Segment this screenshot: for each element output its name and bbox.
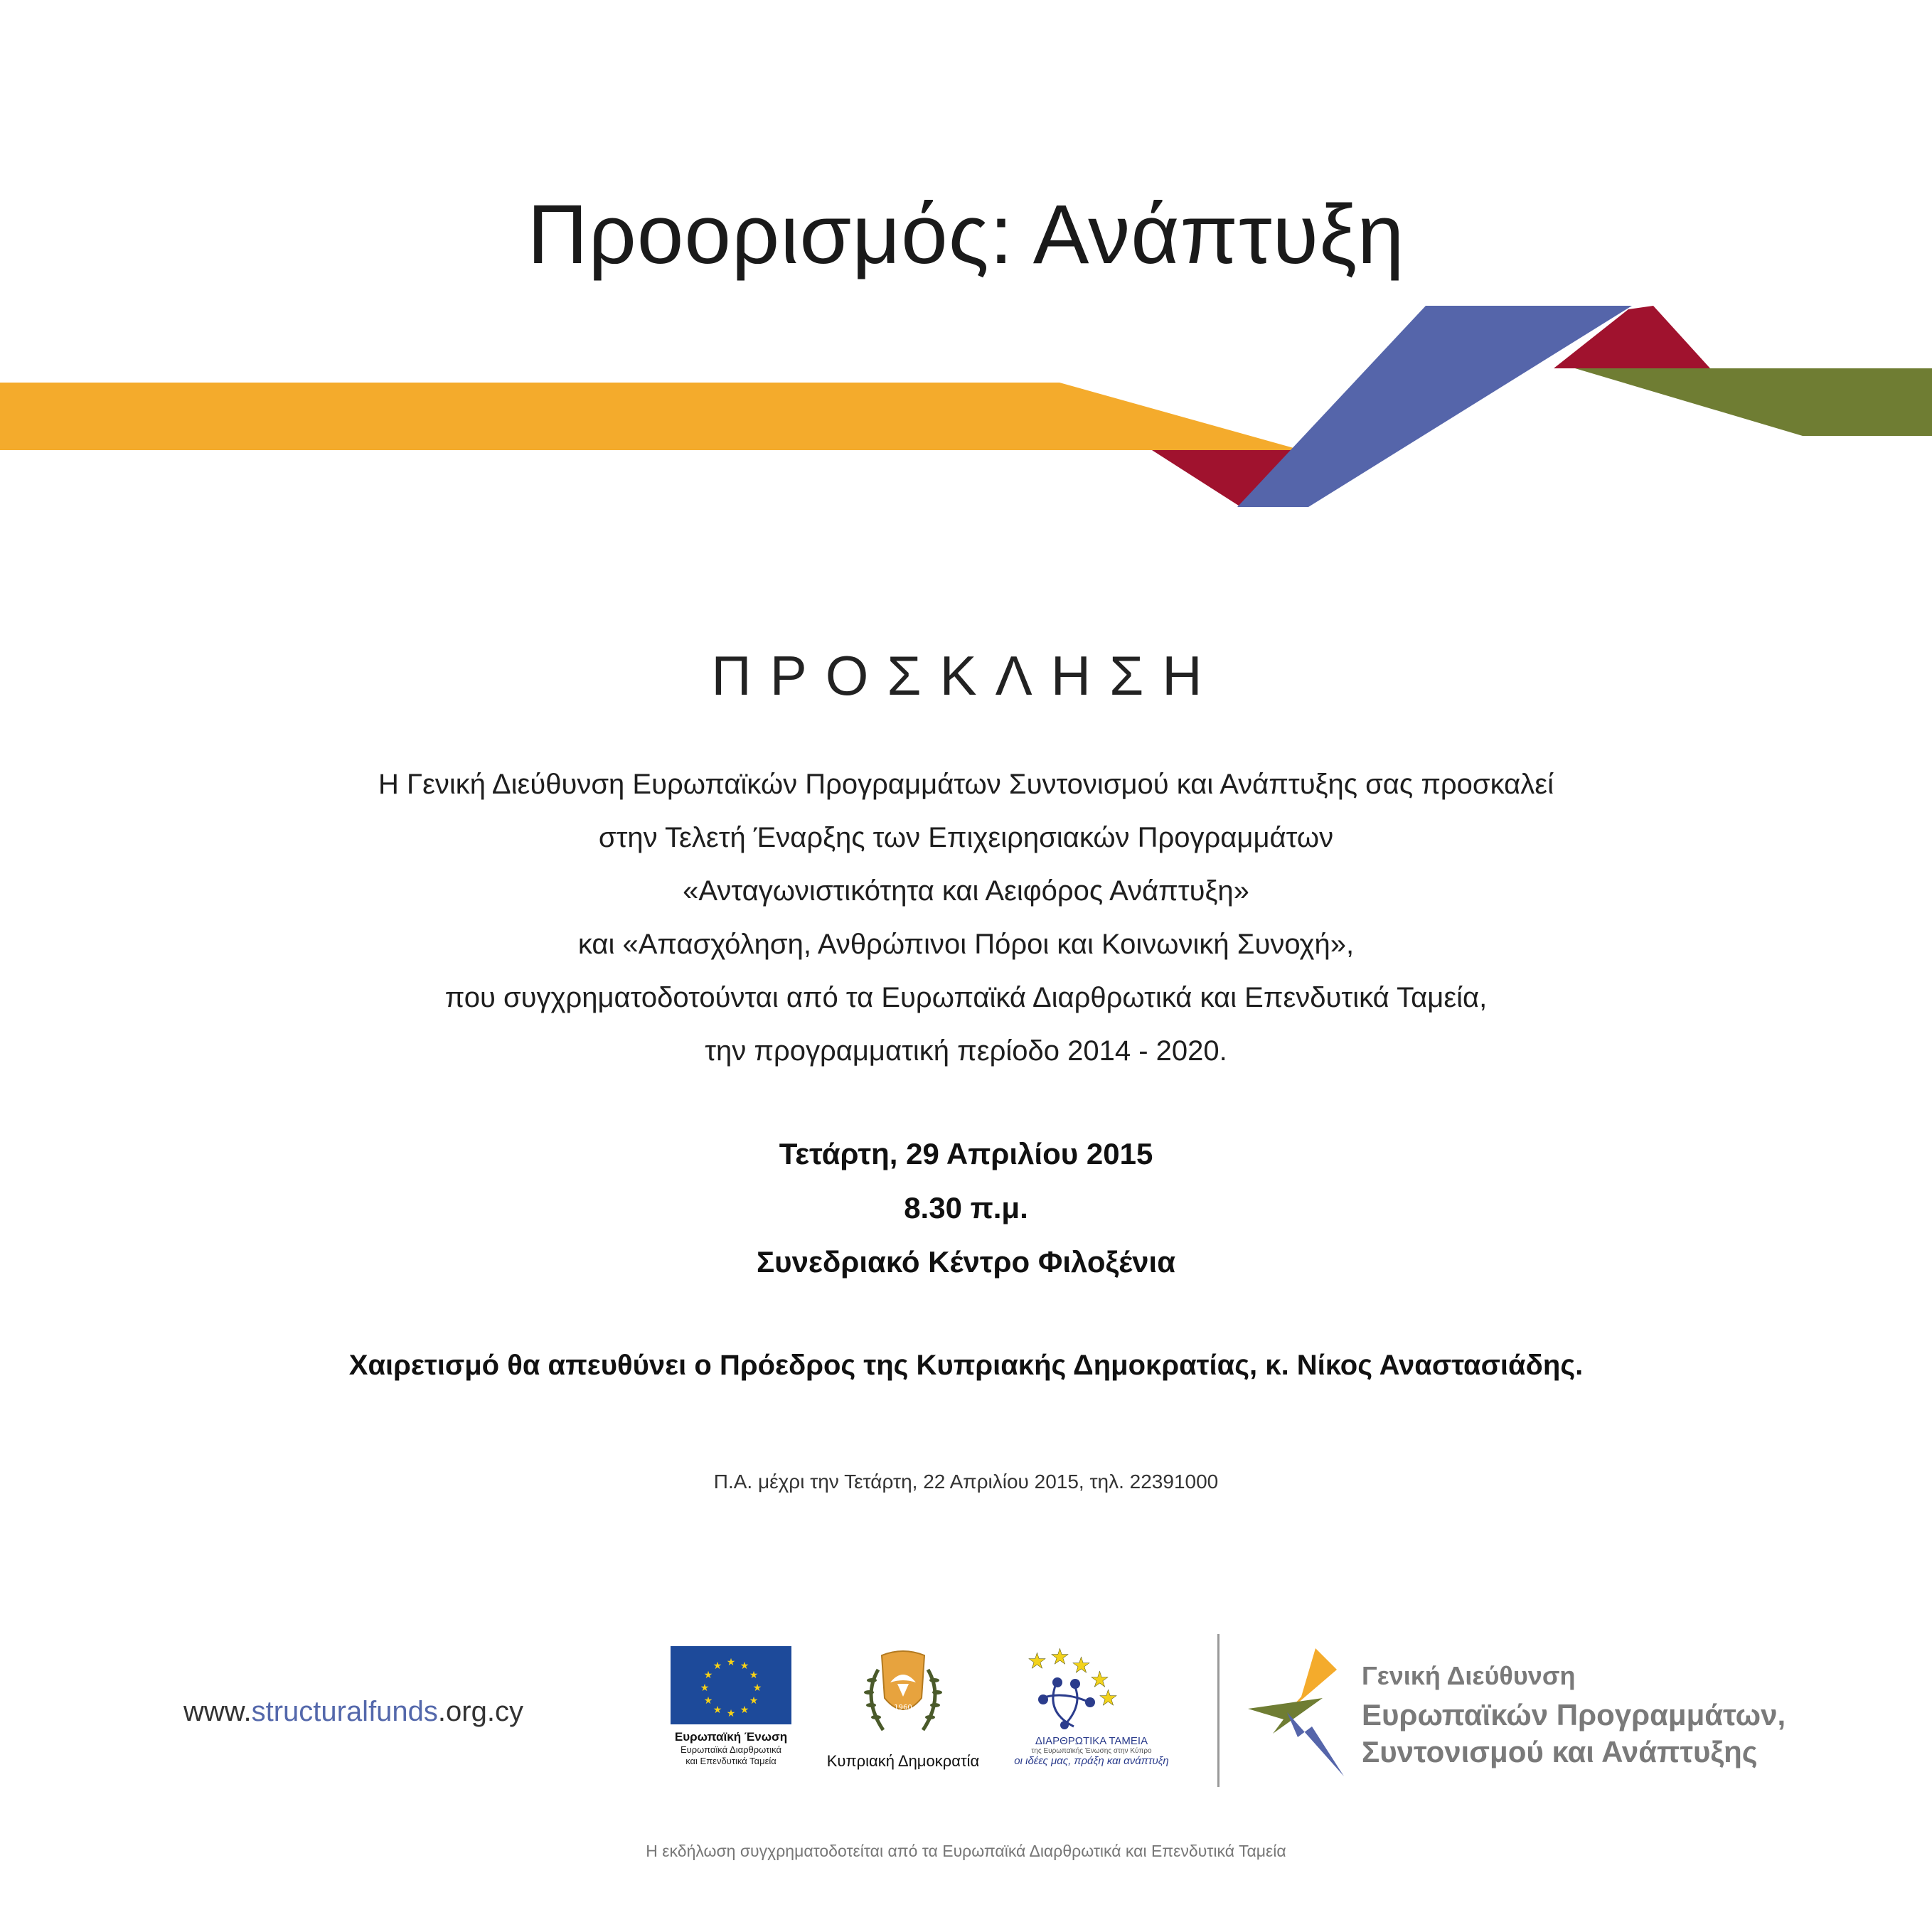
eu-stars-icon bbox=[671, 1646, 791, 1724]
greeting-text: Χαιρετισμό θα απευθύνει ο Πρόεδρος της Κυπριακής Δημοκρατίας, κ. Νίκος Αναστασιάδης. bbox=[348, 1350, 1584, 1381]
eu-caption-line: Ευρωπαϊκά Διαρθρωτικά bbox=[680, 1744, 782, 1755]
emblem-year: 1960 bbox=[894, 1704, 912, 1712]
sf-caption-sub: της Ευρωπαϊκής Ένωσης στην Κύπρο bbox=[1031, 1747, 1152, 1755]
svg-text:★: ★ bbox=[749, 1695, 759, 1707]
svg-text:★: ★ bbox=[726, 1657, 736, 1668]
directorate-arrows-logo-icon bbox=[1244, 1641, 1358, 1783]
svg-text:★: ★ bbox=[1072, 1653, 1091, 1678]
directorate-logo bbox=[1244, 1641, 1785, 1783]
invitation-body bbox=[0, 758, 1932, 1078]
event-time: 8.30 π.μ. bbox=[904, 1191, 1028, 1224]
ribbon-blue bbox=[1237, 306, 1632, 507]
event-details bbox=[0, 1127, 1932, 1289]
website-suffix: .org.cy bbox=[437, 1696, 523, 1727]
eu-flag-icon bbox=[671, 1646, 791, 1724]
svg-text:★: ★ bbox=[1028, 1649, 1047, 1674]
svg-text:★: ★ bbox=[752, 1682, 762, 1694]
cyprus-coat-of-arms-icon bbox=[846, 1641, 960, 1748]
invitation-line: που συγχρηματοδοτούνται από τα Ευρωπαϊκά Διαρθρωτικά και Επενδυτικά Ταμεία, bbox=[444, 982, 1488, 1013]
svg-text:★: ★ bbox=[713, 1660, 722, 1672]
website-highlight: structuralfunds bbox=[251, 1696, 438, 1727]
directorate-line-2: Ευρωπαϊκών Προγραμμάτων, bbox=[1362, 1698, 1786, 1731]
invitation-line: στην Τελετή Έναρξης των Επιχειρησιακών Προγραμμάτων bbox=[598, 822, 1334, 853]
page-title: Προορισμός: Ανάπτυξη bbox=[527, 188, 1405, 282]
svg-text:★: ★ bbox=[1090, 1667, 1109, 1692]
eu-logo bbox=[668, 1646, 794, 1767]
invitation-heading: ΠΡΟΣΚΛΗΣΗ bbox=[711, 644, 1221, 707]
website-link[interactable] bbox=[183, 1696, 523, 1728]
decorative-ribbon bbox=[0, 306, 1932, 512]
svg-text:★: ★ bbox=[1050, 1645, 1069, 1670]
directorate-line-1: Γενική Διεύθυνση bbox=[1362, 1661, 1576, 1690]
svg-text:★: ★ bbox=[700, 1682, 710, 1694]
footer-note: Η εκδήλωση συγχρηματοδοτείται από τα Ευρωπαϊκά Διαρθρωτικά και Επενδυτικά Ταμεία bbox=[646, 1842, 1286, 1860]
sf-caption-slogan: οι ιδέες μας, πράξη και ανάπτυξη bbox=[1014, 1755, 1169, 1767]
invitation-line: Η Γενική Διεύθυνση Ευρωπαϊκών Προγραμμάτων Συντονισμού και Ανάπτυξης σας προσκαλεί bbox=[378, 769, 1554, 800]
eu-caption-line: και Επενδυτικά Ταμεία bbox=[685, 1756, 776, 1766]
cyprus-logo bbox=[818, 1641, 988, 1771]
rsvp-text: Π.Α. μέχρι την Τετάρτη, 22 Απριλίου 2015, τηλ. 22391000 bbox=[713, 1471, 1219, 1493]
event-date: Τετάρτη, 29 Απριλίου 2015 bbox=[779, 1137, 1153, 1170]
ribbon-orange bbox=[0, 383, 1301, 450]
invitation-line: και «Απασχόληση, Ανθρώπινοι Πόροι και Κοινωνική Συνοχή», bbox=[577, 929, 1355, 960]
directorate-line-3: Συντονισμού και Ανάπτυξης bbox=[1362, 1735, 1758, 1768]
invitation-line: «Ανταγωνιστικότητα και Αειφόρος Ανάπτυξη» bbox=[683, 875, 1249, 907]
svg-text:★: ★ bbox=[1099, 1686, 1118, 1711]
cyprus-caption: Κυπριακή Δημοκρατία bbox=[826, 1752, 980, 1770]
website-prefix: www. bbox=[183, 1696, 252, 1727]
svg-text:★: ★ bbox=[713, 1704, 722, 1716]
ribbon-green bbox=[1575, 368, 1932, 436]
eu-caption-sub bbox=[668, 1744, 794, 1767]
svg-text:★: ★ bbox=[740, 1704, 749, 1716]
invitation-line: την προγραμματική περίοδο 2014 - 2020. bbox=[705, 1035, 1227, 1067]
eu-caption-title: Ευρωπαϊκή Ένωση bbox=[674, 1730, 788, 1744]
svg-text:★: ★ bbox=[726, 1708, 736, 1719]
sf-caption-title: ΔΙΑΡΘΡΩΤΙΚΑ ΤΑΜΕΙΑ bbox=[1035, 1735, 1148, 1747]
svg-text:★: ★ bbox=[703, 1670, 713, 1681]
logo-divider bbox=[1217, 1634, 1219, 1787]
structural-funds-logo bbox=[999, 1634, 1184, 1767]
structural-funds-logo-icon bbox=[1006, 1634, 1177, 1734]
svg-text:★: ★ bbox=[749, 1670, 759, 1681]
event-venue: Συνεδριακό Κέντρο Φιλοξένια bbox=[756, 1245, 1176, 1279]
svg-text:★: ★ bbox=[703, 1695, 713, 1707]
svg-text:★: ★ bbox=[740, 1660, 749, 1672]
